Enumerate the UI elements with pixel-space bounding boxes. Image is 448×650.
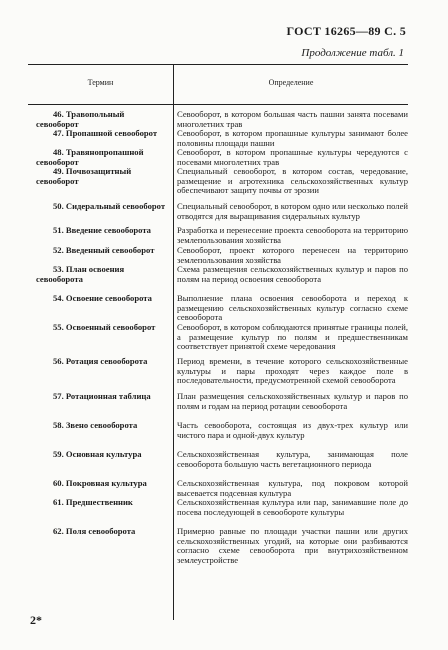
term-cell: 57. Ротационная таблица bbox=[53, 391, 151, 401]
term-cell: 46. Травопольный севооборот bbox=[36, 109, 125, 129]
definition-cell: Севооборот, в котором большая часть пашни занята посевами многолетних трав bbox=[177, 109, 408, 129]
definition-cell: Специальный севооборот, в котором одно или несколько полей отводятся для выращивания сидеральных культур bbox=[177, 201, 408, 221]
term-cell: 60. Покровная культура bbox=[53, 478, 147, 488]
definition-cell: Период времени, в течение которого сельскохозяйственные культуры и пары проходят через каждое поле в последовательности, предусмотренной схемой севооборота bbox=[177, 356, 408, 386]
table-header bbox=[28, 65, 408, 105]
standard-header: ГОСТ 16265—89 С. 5 bbox=[286, 24, 406, 38]
definition-cell: Сельскохозяйственная культура, занимающая поле севооборота большую часть вегетационного периода bbox=[177, 449, 408, 469]
definition-cell: Севооборот, в котором соблюдаются принятые границы полей, а размещение культур по полям и предшественникам соответствует принятой схеме чередования bbox=[177, 322, 408, 352]
term-cell: 50. Сидеральный севооборот bbox=[53, 201, 166, 211]
term-cell: 61. Предшественник bbox=[53, 497, 133, 507]
definition-cell: Сельскохозяйственная культура или пар, занимавшие поле до посева последующей в севообороте культуры bbox=[177, 497, 408, 517]
term-cell: 53. План освоения севооборота bbox=[36, 264, 125, 284]
term-cell: 52. Введенный севооборот bbox=[53, 245, 155, 255]
definition-cell: План размещения сельскохозяйственных культур и паров по полям и годам на период ротации севооборота bbox=[177, 391, 408, 411]
term-cell: 48. Травянопропашной севооборот bbox=[36, 147, 144, 167]
term-cell: 58. Звено севооборота bbox=[53, 420, 138, 430]
definition-cell: Специальный севооборот, в котором состав, чередование, размещение и агротехника сельскохозяйственных культур обеспечивают защиту почвы от эрозии bbox=[177, 166, 408, 196]
definition-cell: Севооборот, в котором пропашные культуры чередуются с посевами многолетних трав bbox=[177, 147, 408, 167]
definition-cell: Выполнение плана освоения севооборота и переход к размещению сельскохозяйственных культур согласно схеме севооборота bbox=[177, 293, 408, 323]
page-marker: 2* bbox=[30, 613, 42, 627]
term-cell: 51. Введение севооборота bbox=[53, 225, 151, 235]
term-cell: 56. Ротация севооборота bbox=[53, 356, 148, 366]
definition-cell: Разработка и перенесение проекта севооборота на территорию землепользования хозяйства bbox=[177, 225, 408, 245]
term-cell: 49. Почвозащитный севооборот bbox=[36, 166, 132, 186]
table-column-divider bbox=[173, 105, 174, 620]
term-cell: 59. Основная культура bbox=[53, 449, 142, 459]
term-cell: 55. Освоенный севооборот bbox=[53, 322, 156, 332]
column-header-definition: Определение bbox=[268, 78, 314, 87]
definition-cell: Примерно равные по площади участки пашни или других сельскохозяйственных угодий, на которые они разбиваются согласно схеме севооборота при внутрихозяйственном землеустройстве bbox=[177, 526, 408, 565]
table-continuation-label: Продолжение табл. 1 bbox=[301, 47, 404, 59]
term-cell: 62. Поля севооборота bbox=[53, 526, 136, 536]
definition-cell: Часть севооборота, состоящая из двух-трех культур или чистого пара и одной-двух культур bbox=[177, 420, 408, 440]
definition-cell: Схема размещения сельскохозяйственных культур и паров по полям на период освоения севооборота bbox=[177, 264, 408, 284]
definition-cell: Севооборот, проект которого перенесен на территорию землепользования хозяйства bbox=[177, 245, 408, 265]
definition-cell: Севооборот, в котором пропашные культуры занимают более половины площади пашни bbox=[177, 128, 408, 148]
term-cell: 54. Освоение севооборота bbox=[53, 293, 152, 303]
term-cell: 47. Пропашной севооборот bbox=[53, 128, 158, 138]
definition-cell: Сельскохозяйственная культура, под покровом которой высевается подсевная культура bbox=[177, 478, 408, 498]
column-header-term: Термин bbox=[87, 78, 114, 87]
